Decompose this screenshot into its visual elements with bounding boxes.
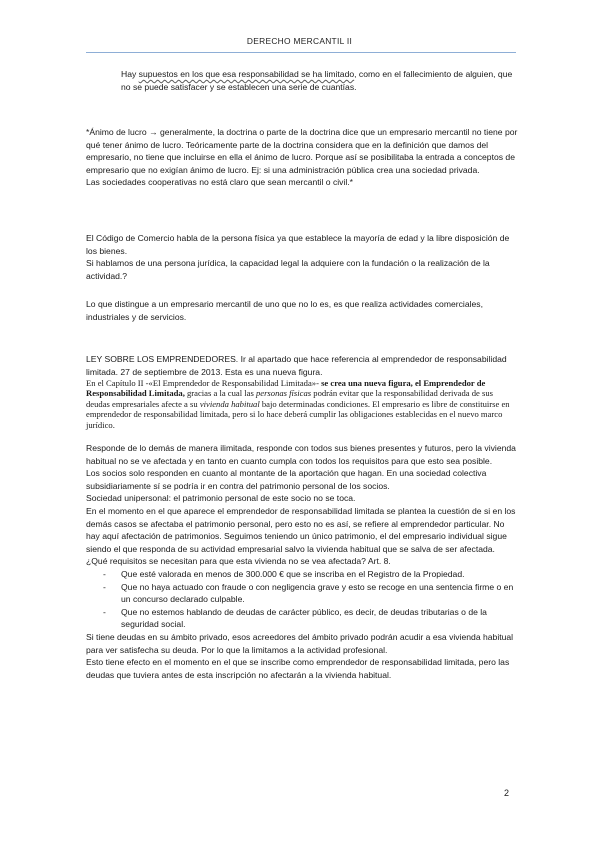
page-number: 2 [504, 788, 510, 798]
list-item-text: Que no haya actuado con fraude o con negligencia grave y esto se recoge en una sentencia firme o en un concurso declarado culpable. [121, 581, 514, 605]
text-run: En el Capítulo II -«El Emprendedor de Responsabilidad Limitada»- [86, 378, 322, 388]
text-line: Esto tiene efecto en el momento en el que se inscribe como emprendedor de responsabilidad limitada, pero las deudas que tuviera antes de esta inscripción no afectarán a la vivienda habitual. [86, 657, 510, 680]
paragraph-liability-details [86, 442, 518, 681]
text-line: *Ánimo de lucro → generalmente, la doctrina o parte de la doctrina dice que un empresario mercantil no tiene por qué tener ánimo de lucro. Teóricamente parte de la doctrina considera que en la definición que damos del empresario, no tiene que incluirse en ella el ánimo de lucro. Porque así se posibilitaba la entrada a conceptos de empresario que no exigían ánimo de lucro. Ej: si una administración pública crea una sociedad privada. [86, 127, 518, 175]
text-run: bajo determinadas condiciones. El empresario es libre de constituirse en emprendedor de responsabilidad limitada, pero si lo hace deberá cumplir las obligaciones establecidas en el nuevo marco jurídico. [86, 398, 510, 430]
text-run: , como en el fallecimiento de alguien, que no se puede satisfacer y se establecen una serie de cuantías. [121, 69, 513, 92]
list-item-text: Que no estemos hablando de deudas de carácter público, es decir, de deudas tributarias o de la seguridad social. [121, 606, 487, 630]
list-item-text: Que esté valorada en menos de 300.000 € que se inscriba en el Registro de la Propiedad. [121, 568, 465, 579]
text-line: Si tiene deudas en su ámbito privado, esos acreedores del ámbito privado podrán acudir a esa vivienda habitual para ver satisfecha su deuda. Por lo que la limitamos a la actividad profesional. [86, 631, 514, 655]
paragraph-commerce-code [86, 232, 518, 282]
text-run: gracias a la cual las [184, 388, 256, 399]
text-run: Hay [121, 69, 139, 79]
underlined-phrase: supuestos en los que esa responsabilidad se ha limitado [138, 69, 355, 79]
text-run: podrán evitar que la responsabilidad derivada de sus deudas empresariales afecte a su [86, 388, 493, 409]
text-line: Responde de lo demás de manera ilimitada, responde con todos sus bienes presentes y futuros, pero la vivienda habitual no se ve afectada y en tanto en cuanto cumpla con todos los requisitos para que esto sea posible. [86, 443, 516, 466]
paragraph-limited-liability [121, 68, 518, 93]
italic-run: vivienda habitual [199, 398, 260, 409]
list-item [86, 581, 518, 606]
paragraph-entrepreneurs-law [86, 353, 518, 378]
paragraph-chapter-ii [86, 378, 518, 430]
text-line: Sociedad unipersonal: el patrimonio personal de este socio no se toca. [86, 493, 356, 504]
dash-bullet: - [103, 581, 106, 592]
dash-bullet: - [103, 606, 106, 617]
text-line: Lo que distingue a un empresario mercantil de uno que no lo es, es que realiza actividades comerciales, industriales y de servicios. [86, 299, 483, 322]
text-line: Las sociedades cooperativas no está claro que sean mercantil o civil.* [86, 177, 354, 188]
list-item [86, 606, 518, 631]
text-line: Si hablamos de una persona jurídica, la capacidad legal la adquiere con la fundación o la realización de la actividad.? [86, 258, 490, 281]
text-line: En el momento en el que aparece el emprendedor de responsabilidad limitada se plantea la cuestión de si en los demás casos se afectaba el patrimonio personal, pero esto no es así, se refiere al emprendedor particular. No hay aquí afectación de patrimonios. Seguimos teniendo un único patrimonio, el del empresario individual sigue siendo el que responda de su actividad empresarial salvo la vivienda habitual que se salva de ser afectada. [86, 505, 516, 554]
header-divider [86, 52, 516, 53]
italic-run: personas físicas [255, 388, 312, 399]
bold-run: se crea una nueva figura, el Emprendedor de Responsabilidad Limitada, [86, 378, 486, 399]
paragraph-profit-motive [86, 126, 518, 189]
dash-bullet: - [103, 568, 106, 579]
text-line: Los socios solo responden en cuanto al montante de la aportación que hagan. En una sociedad colectiva subsidiariamente sí se podría ir en contra del patrimonio personal de los socios. [86, 468, 487, 491]
paragraph-distinction [86, 298, 518, 323]
text-line: LEY SOBRE LOS EMPRENDEDORES. Ir al apartado que hace referencia al emprendedor de responsabilidad limitada. 27 de septiembre de 2013. Esta es una nueva figura. [86, 354, 507, 377]
list-item [86, 568, 518, 581]
page-header: DERECHO MERCANTIL II [246, 36, 353, 46]
text-line: ¿Qué requisitos se necesitan para que esta vivienda no se vea afectada? Art. 8. [86, 556, 391, 567]
requirements-list [86, 568, 518, 631]
text-line: El Código de Comercio habla de la persona física ya que establece la mayoría de edad y la libre disposición de los bienes. [86, 233, 510, 256]
